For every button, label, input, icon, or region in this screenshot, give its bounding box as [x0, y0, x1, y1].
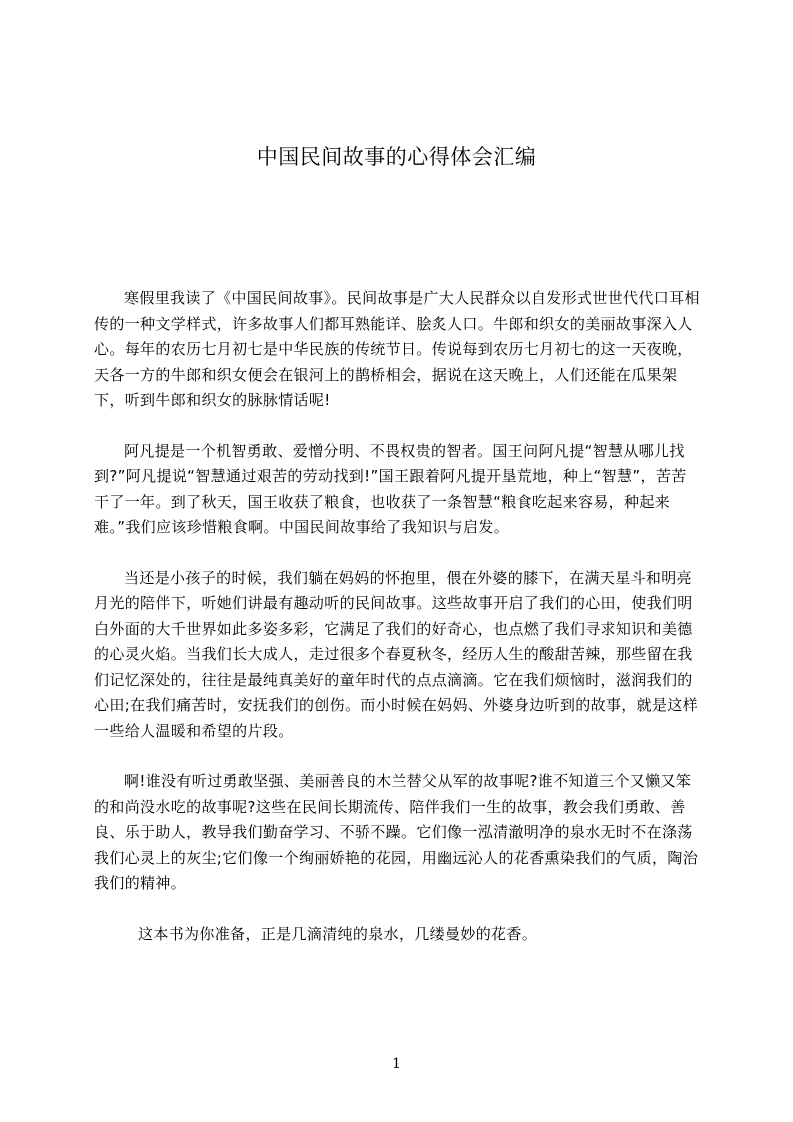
paragraph-5: 这本书为你准备，正是几滴清纯的泉水，几缕曼妙的花香。: [138, 924, 538, 943]
paragraph-4: 啊!谁没有听过勇敢坚强、美丽善良的木兰替父从军的故事呢?谁不知道三个又懒又笨的和尚没水吃的故事呢?这些在民间长期流传、陪伴我们一生的故事，教会我们勇敢、善良、乐于助人，教导我们勤奋学习、不骄不躁。它们像一泓清澈明净的泉水无时不在涤荡我们心灵上的灰尘;它们像一个绚丽娇艳的花园，用幽远沁人的花香熏染我们的气质，陶治我们的精神。: [94, 772, 699, 892]
paragraph-3: 当还是小孩子的时候，我们躺在妈妈的怀抱里，偎在外婆的膝下，在满天星斗和明亮月光的陪伴下，听她们讲最有趣动听的民间故事。这些故事开启了我们的心田，使我们明白外面的大千世界如此多姿多彩，它满足了我们的好奇心，也点燃了我们寻求知识和美德的心灵火焰。当我们长大成人，走过很多个春夏秋冬，经历人生的酸甜苦辣，那些留在我们记忆深处的，往往是最纯真美好的童年时代的点点滴滴。它在我们烦恼时，滋润我们的心田;在我们痛苦时，安抚我们的创伤。而小时候在妈妈、外婆身边听到的故事，就是这样一些给人温暖和希望的片段。: [94, 568, 699, 740]
paragraph-2: 阿凡提是一个机智勇敢、爱憎分明、不畏权贵的智者。国王问阿凡提“智慧从哪儿找到?”阿凡提说“智慧通过艰苦的劳动找到!”国王跟着阿凡提开垦荒地，种上“智慧”，苦苦干了一年。到了秋天，国王收获了粮食，也收获了一条智慧“粮食吃起来容易，种起来难。”我们应该珍惜粮食啊。中国民间故事给了我知识与启发。: [94, 441, 687, 536]
document-body: [94, 286, 700, 947]
page-number: 1: [392, 1056, 401, 1072]
paragraph-1: 寒假里我读了《中国民间故事》。民间故事是广大人民群众以自发形式世世代代口耳相传的一种文学样式，许多故事人们都耳熟能详、脍炙人口。牛郎和织女的美丽故事深入人心。每年的农历七月初七是中华民族的传统节日。传说每到农历七月初七的这一天夜晚，天各一方的牛郎和织女便会在银河上的鹊桥相会，据说在这天晚上，人们还能在瓜果架下，听到牛郎和织女的脉脉情话呢!: [94, 289, 700, 409]
document-title: 中国民间故事的心得体会汇编: [256, 145, 537, 169]
